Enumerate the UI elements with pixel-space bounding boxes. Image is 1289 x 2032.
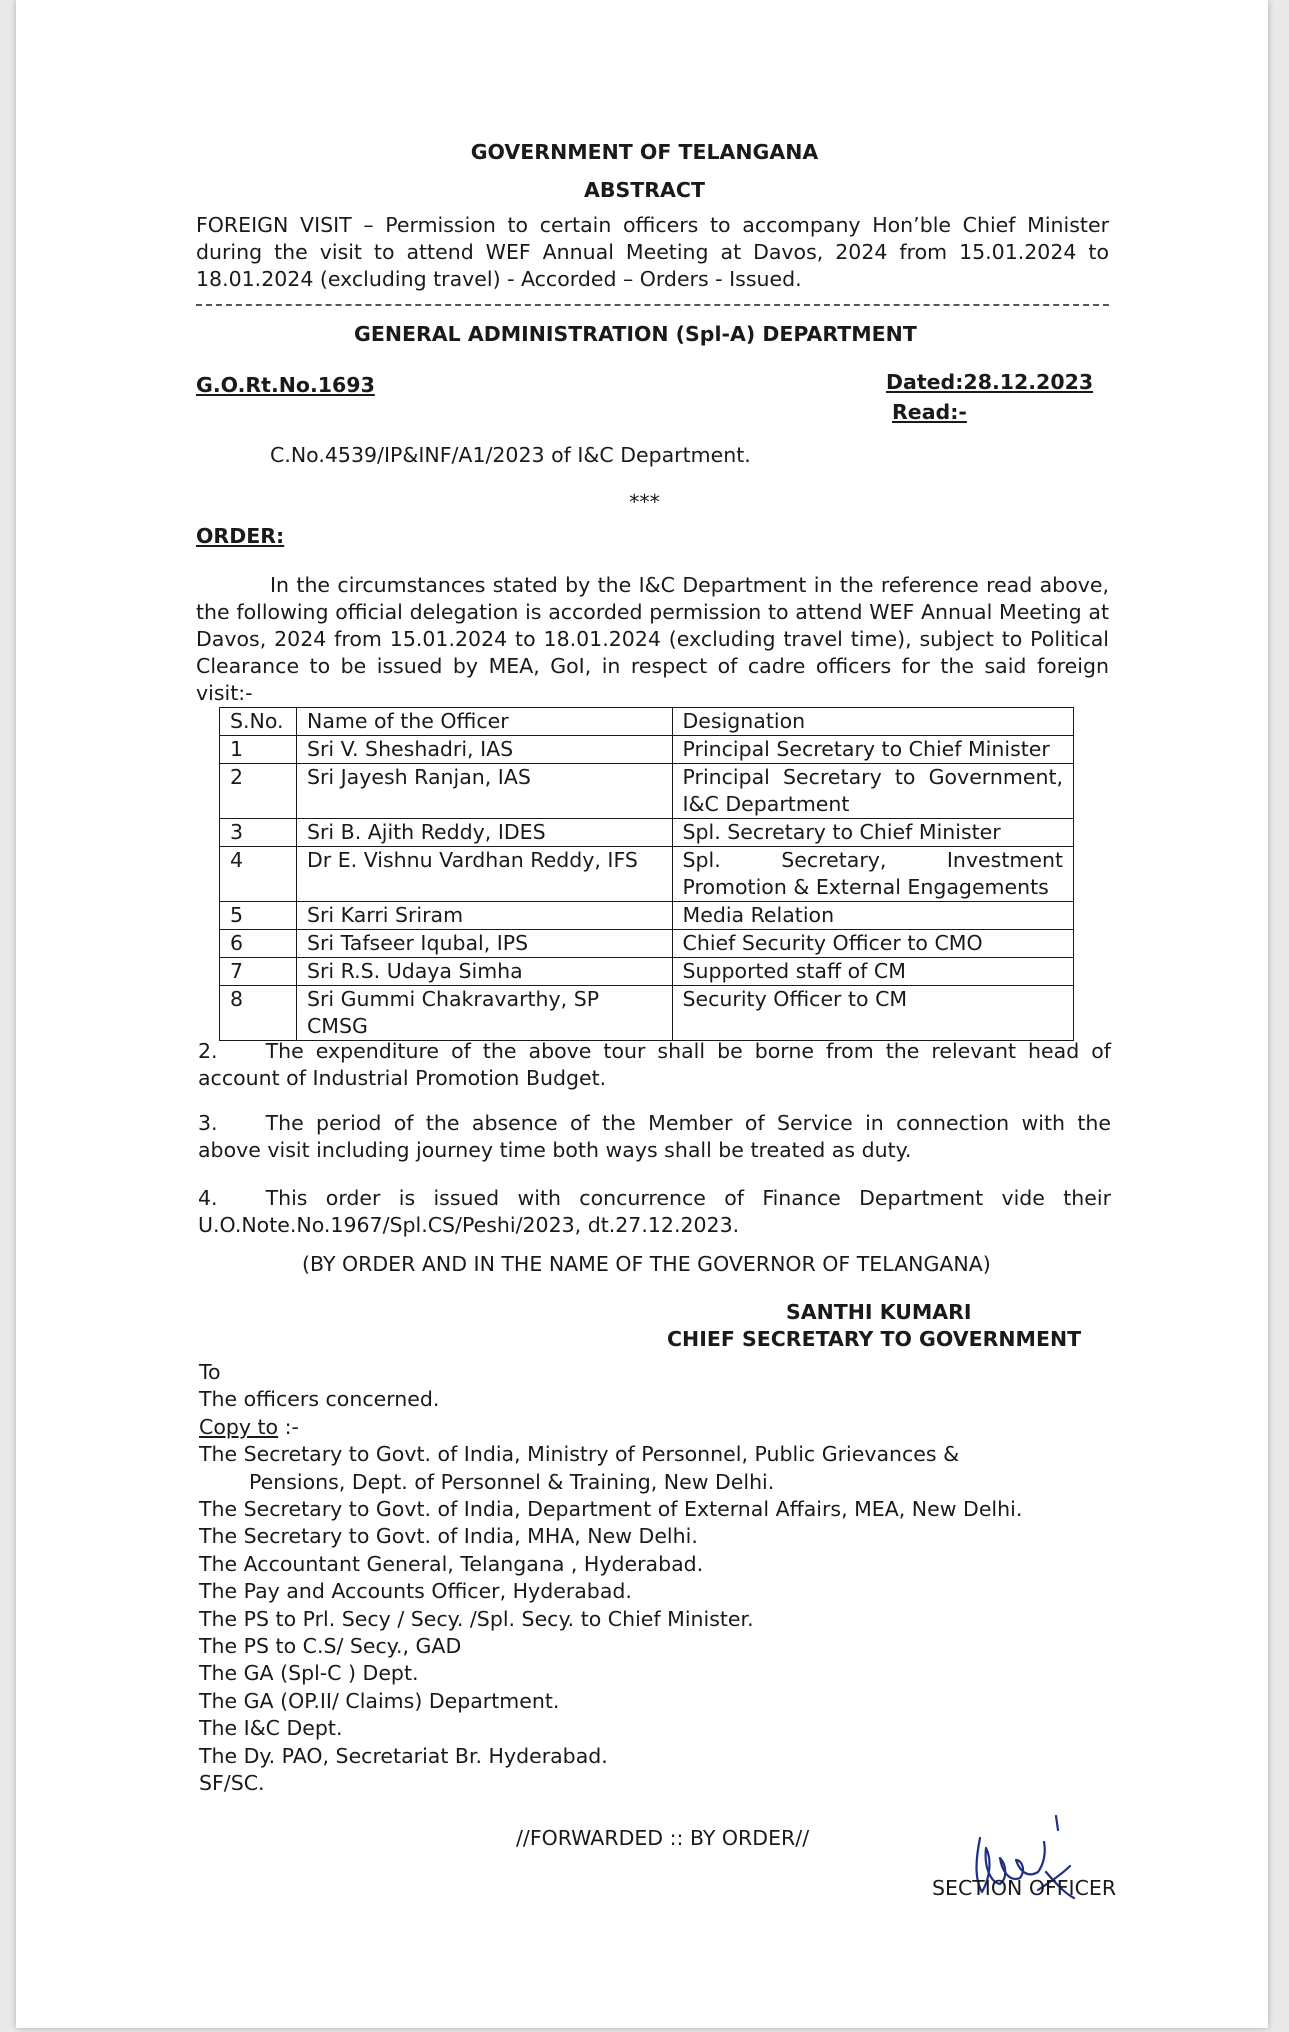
delegation-table	[219, 707, 1074, 1041]
order-paragraph-4	[198, 1185, 1111, 1239]
subject-line: 18.01.2024 (excluding travel) - Accorded – Orders - Issued.	[196, 267, 802, 291]
go-number: G.O.Rt.No.1693	[196, 373, 375, 397]
cell-sno: 1	[220, 736, 297, 764]
reference: C.No.4539/IP&INF/A1/2023 of I&C Department.	[270, 443, 751, 467]
cell-sno: 5	[220, 902, 297, 930]
cell-sno: 7	[220, 958, 297, 986]
cell-designation: Media Relation	[672, 902, 1073, 930]
table-row	[220, 764, 1074, 819]
table-row	[220, 930, 1074, 958]
paragraph-line: above visit including journey time both ways shall be treated as duty.	[198, 1138, 912, 1162]
table-header-row	[220, 708, 1074, 736]
copy-recipient: The Secretary to Govt. of India, Ministry of Personnel, Public Grievances &	[199, 1442, 960, 1467]
copy-recipient: The GA (OP.II/ Claims) Department.	[199, 1688, 560, 1713]
designation-line: I&C Department	[682, 792, 850, 816]
designation-line: Promotion & External Engagements	[682, 875, 1049, 899]
forwarded-line: //FORWARDED :: BY ORDER//	[516, 1826, 810, 1850]
paragraph-line: In the circumstances stated by the I&C Department in the reference read above,	[270, 573, 1109, 597]
document-page	[16, 0, 1268, 2028]
to-recipient: The officers concerned.	[199, 1387, 440, 1412]
subject-line: during the visit to attend WEF Annual Meeting at Davos, 2024 from 15.01.2024 to	[196, 240, 1109, 264]
cell-sno: 6	[220, 930, 297, 958]
by-order-line: (BY ORDER AND IN THE NAME OF THE GOVERNOR OF TELANGANA)	[302, 1252, 991, 1276]
header-designation: Designation	[672, 708, 1073, 736]
to-label: To	[199, 1360, 221, 1384]
copy-recipient: The Dy. PAO, Secretariat Br. Hyderabad.	[199, 1743, 608, 1768]
order-paragraph-2	[198, 1038, 1111, 1092]
cell-name: Sri Gummi Chakravarthy, SP CMSG	[296, 986, 672, 1041]
cell-sno: 3	[220, 819, 297, 847]
subject	[196, 212, 1109, 293]
cell-designation: Supported staff of CM	[672, 958, 1073, 986]
paragraph-line: account of Industrial Promotion Budget.	[198, 1066, 607, 1090]
table-row	[220, 819, 1074, 847]
subject-line: FOREIGN VISIT – Permission to certain officers to accompany Hon’ble Chief Minister	[196, 213, 1109, 237]
cell-name: Sri V. Sheshadri, IAS	[296, 736, 672, 764]
paragraph-line: the following official delegation is accorded permission to attend WEF Annual Meeting at	[196, 600, 1109, 624]
cell-name: Sri B. Ajith Reddy, IDES	[296, 819, 672, 847]
cell-sno: 2	[220, 764, 297, 819]
signatory-title: CHIEF SECRETARY TO GOVERNMENT	[667, 1327, 1082, 1351]
cell-sno: 4	[220, 847, 297, 902]
copy-recipient: The PS to C.S/ Secy., GAD	[199, 1634, 462, 1659]
paragraph-line: Davos, 2024 from 15.01.2024 to 18.01.2024 (excluding travel time), subject to Political	[196, 627, 1109, 651]
copy-recipient: The I&C Dept.	[199, 1716, 343, 1741]
cell-designation	[672, 764, 1073, 819]
copy-recipient: SF/SC.	[199, 1771, 265, 1796]
order-paragraph-1	[196, 572, 1109, 707]
cell-name: Sri Tafseer Iqubal, IPS	[296, 930, 672, 958]
department-name: GENERAL ADMINISTRATION (Spl-A) DEPARTMENT	[354, 322, 917, 346]
paragraph-line: visit:-	[196, 681, 253, 705]
paragraph-line: U.O.Note.No.1967/Spl.CS/Peshi/2023, dt.27.12.2023.	[198, 1213, 740, 1237]
paragraph-line: 4. This order is issued with concurrence of Finance Department vide their	[198, 1186, 1111, 1210]
copy-recipient: The PS to Prl. Secy / Secy. /Spl. Secy. to Chief Minister.	[199, 1606, 754, 1631]
cell-designation: Security Officer to CM	[672, 986, 1073, 1041]
distribution-list	[199, 1359, 1022, 1798]
copy-recipient: The Secretary to Govt. of India, Department of External Affairs, MEA, New Delhi.	[199, 1497, 1023, 1522]
section-officer-label: SECTION OFFICER	[932, 1876, 1117, 1900]
separator-line	[196, 304, 1109, 306]
paragraph-line: 2. The expenditure of the above tour shall be borne from the relevant head of	[198, 1039, 1111, 1063]
designation-line: Spl. Secretary, Investment	[682, 848, 1063, 872]
copy-recipient: Pensions, Dept. of Personnel & Training, New Delhi.	[249, 1469, 775, 1494]
copy-recipient: The Accountant General, Telangana , Hyderabad.	[199, 1551, 704, 1576]
cell-name: Sri R.S. Udaya Simha	[296, 958, 672, 986]
order-heading: ORDER:	[196, 524, 285, 548]
table-row	[220, 902, 1074, 930]
copy-recipient: The GA (Spl-C ) Dept.	[199, 1661, 419, 1686]
paragraph-number: 2.	[198, 1039, 218, 1063]
stars: ***	[629, 490, 660, 514]
signatory-name: SANTHI KUMARI	[786, 1300, 972, 1324]
cell-name: Sri Karri Sriram	[296, 902, 672, 930]
paragraph-line: 3. The period of the absence of the Member of Service in connection with the	[198, 1111, 1111, 1135]
paragraph-number: 3.	[198, 1111, 218, 1135]
cell-designation: Spl. Secretary to Chief Minister	[672, 819, 1073, 847]
cell-name: Sri Jayesh Ranjan, IAS	[296, 764, 672, 819]
designation-line: Principal Secretary to Government,	[682, 765, 1063, 789]
table-row	[220, 958, 1074, 986]
header-name: Name of the Officer	[296, 708, 672, 736]
cell-designation: Chief Security Officer to CMO	[672, 930, 1073, 958]
paragraph-line: Clearance to be issued by MEA, GoI, in respect of cadre officers for the said foreign	[196, 654, 1109, 678]
cell-designation	[672, 847, 1073, 902]
government-title: GOVERNMENT OF TELANGANA	[470, 140, 819, 164]
order-paragraph-3	[198, 1110, 1111, 1164]
cell-sno: 8	[220, 986, 297, 1041]
copy-recipient: The Secretary to Govt. of India, MHA, New Delhi.	[199, 1524, 698, 1549]
abstract-heading: ABSTRACT	[584, 178, 705, 202]
table-row	[220, 736, 1074, 764]
copy-recipient: The Pay and Accounts Officer, Hyderabad.	[199, 1579, 632, 1604]
copy-to-label: Copy to :-	[199, 1414, 299, 1439]
cell-designation: Principal Secretary to Chief Minister	[672, 736, 1073, 764]
cell-name: Dr E. Vishnu Vardhan Reddy, IFS	[296, 847, 672, 902]
paragraph-number: 4.	[198, 1186, 218, 1210]
table-row	[220, 986, 1074, 1041]
table-row	[220, 847, 1074, 902]
read-label: Read:-	[892, 400, 967, 424]
dated: Dated:28.12.2023	[886, 370, 1094, 394]
header-sno: S.No.	[220, 708, 297, 736]
